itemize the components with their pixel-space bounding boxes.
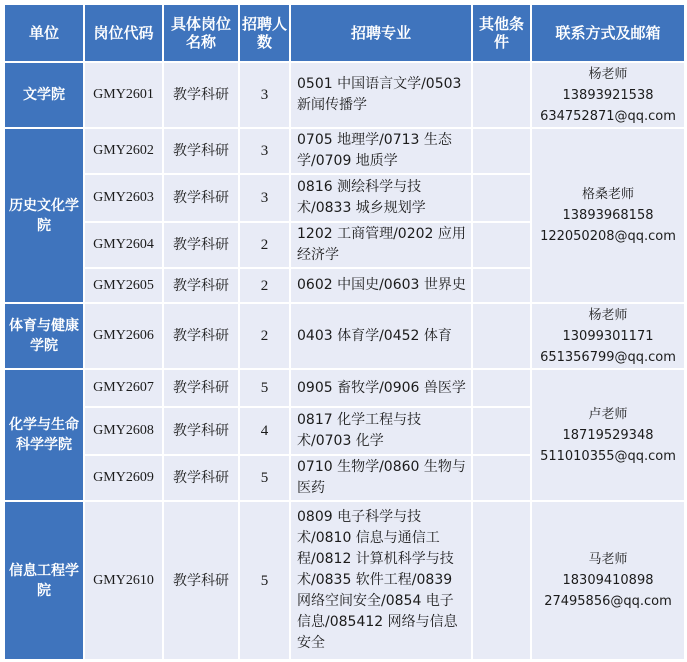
code-cell: GMY2610 bbox=[84, 501, 163, 660]
other-cell bbox=[472, 62, 531, 128]
count-cell: 2 bbox=[239, 268, 290, 303]
count-cell: 4 bbox=[239, 407, 290, 455]
table-row bbox=[4, 303, 685, 369]
major-cell: 0816 测绘科学与技术/0833 城乡规划学 bbox=[290, 174, 472, 222]
other-cell bbox=[472, 501, 531, 660]
unit-cell: 化学与生命科学学院 bbox=[4, 369, 84, 501]
major-cell: 0905 畜牧学/0906 兽医学 bbox=[290, 369, 472, 407]
header-position: 具体岗位名称 bbox=[163, 4, 239, 62]
major-cell: 0809 电子科学与技术/0810 信息与通信工程/0812 计算机科学与技术/0835 软件工程/0839 网络空间安全/0854 电子信息/085412 网络与信息安全 bbox=[290, 501, 472, 660]
contact-email: 634752871@qq.com bbox=[540, 108, 676, 124]
contact-phone: 18719529348 bbox=[562, 427, 654, 443]
header-unit: 单位 bbox=[4, 4, 84, 62]
major-cell: 1202 工商管理/0202 应用经济学 bbox=[290, 222, 472, 268]
count-cell: 3 bbox=[239, 128, 290, 174]
contact-phone: 18309410898 bbox=[562, 573, 654, 588]
code-cell: GMY2601 bbox=[84, 62, 163, 128]
major-cell: 0403 体育学/0452 体育 bbox=[290, 303, 472, 369]
other-cell bbox=[472, 455, 531, 501]
major-cell: 0817 化学工程与技术/0703 化学 bbox=[290, 407, 472, 455]
header-major: 招聘专业 bbox=[290, 4, 472, 62]
count-cell: 2 bbox=[239, 303, 290, 369]
other-cell bbox=[472, 222, 531, 268]
position-cell: 教学科研 bbox=[163, 268, 239, 303]
contact-email: 511010355@qq.com bbox=[540, 448, 676, 464]
position-cell: 教学科研 bbox=[163, 62, 239, 128]
code-cell: GMY2605 bbox=[84, 268, 163, 303]
recruitment-table-container bbox=[3, 3, 684, 659]
unit-cell: 文学院 bbox=[4, 62, 84, 128]
other-cell bbox=[472, 303, 531, 369]
major-cell: 0501 中国语言文学/0503 新闻传播学 bbox=[290, 62, 472, 128]
position-cell: 教学科研 bbox=[163, 369, 239, 407]
major-cell: 0705 地理学/0713 生态学/0709 地质学 bbox=[290, 128, 472, 174]
contact-email: 122050208@qq.com bbox=[540, 229, 676, 244]
contact-name: 杨老师 bbox=[588, 66, 628, 82]
unit-cell: 信息工程学院 bbox=[4, 501, 84, 660]
position-cell: 教学科研 bbox=[163, 303, 239, 369]
table-row bbox=[4, 62, 685, 128]
count-cell: 5 bbox=[239, 455, 290, 501]
table-row bbox=[4, 501, 685, 660]
header-other: 其他条件 bbox=[472, 4, 531, 62]
code-cell: GMY2603 bbox=[84, 174, 163, 222]
recruitment-table bbox=[3, 3, 686, 661]
code-cell: GMY2602 bbox=[84, 128, 163, 174]
contact-cell bbox=[531, 128, 685, 303]
other-cell bbox=[472, 407, 531, 455]
contact-name: 卢老师 bbox=[588, 406, 628, 422]
unit-cell: 历史文化学院 bbox=[4, 128, 84, 303]
other-cell bbox=[472, 268, 531, 303]
count-cell: 3 bbox=[239, 62, 290, 128]
position-cell: 教学科研 bbox=[163, 128, 239, 174]
contact-email: 27495856@qq.com bbox=[544, 594, 672, 609]
contact-email: 651356799@qq.com bbox=[540, 349, 676, 365]
header-row bbox=[4, 4, 685, 62]
position-cell: 教学科研 bbox=[163, 174, 239, 222]
unit-cell: 体育与健康学院 bbox=[4, 303, 84, 369]
table-row bbox=[4, 128, 685, 174]
contact-cell bbox=[531, 369, 685, 501]
other-cell bbox=[472, 369, 531, 407]
contact-name: 马老师 bbox=[588, 552, 628, 567]
count-cell: 5 bbox=[239, 369, 290, 407]
code-cell: GMY2606 bbox=[84, 303, 163, 369]
count-cell: 5 bbox=[239, 501, 290, 660]
code-cell: GMY2609 bbox=[84, 455, 163, 501]
contact-cell bbox=[531, 62, 685, 128]
contact-phone: 13893921538 bbox=[562, 87, 654, 103]
position-cell: 教学科研 bbox=[163, 455, 239, 501]
header-code: 岗位代码 bbox=[84, 4, 163, 62]
other-cell bbox=[472, 174, 531, 222]
major-cell: 0710 生物学/0860 生物与医药 bbox=[290, 455, 472, 501]
position-cell: 教学科研 bbox=[163, 407, 239, 455]
table-row bbox=[4, 369, 685, 407]
contact-name: 杨老师 bbox=[588, 307, 628, 323]
count-cell: 2 bbox=[239, 222, 290, 268]
position-cell: 教学科研 bbox=[163, 222, 239, 268]
contact-cell bbox=[531, 303, 685, 369]
contact-phone: 13099301171 bbox=[562, 328, 654, 344]
code-cell: GMY2608 bbox=[84, 407, 163, 455]
code-cell: GMY2607 bbox=[84, 369, 163, 407]
count-cell: 3 bbox=[239, 174, 290, 222]
header-contact: 联系方式及邮箱 bbox=[531, 4, 685, 62]
code-cell: GMY2604 bbox=[84, 222, 163, 268]
position-cell: 教学科研 bbox=[163, 501, 239, 660]
other-cell bbox=[472, 128, 531, 174]
contact-cell bbox=[531, 501, 685, 660]
contact-name: 格桑老师 bbox=[581, 187, 634, 202]
header-count: 招聘人数 bbox=[239, 4, 290, 62]
major-cell: 0602 中国史/0603 世界史 bbox=[290, 268, 472, 303]
contact-phone: 13893968158 bbox=[562, 208, 654, 223]
